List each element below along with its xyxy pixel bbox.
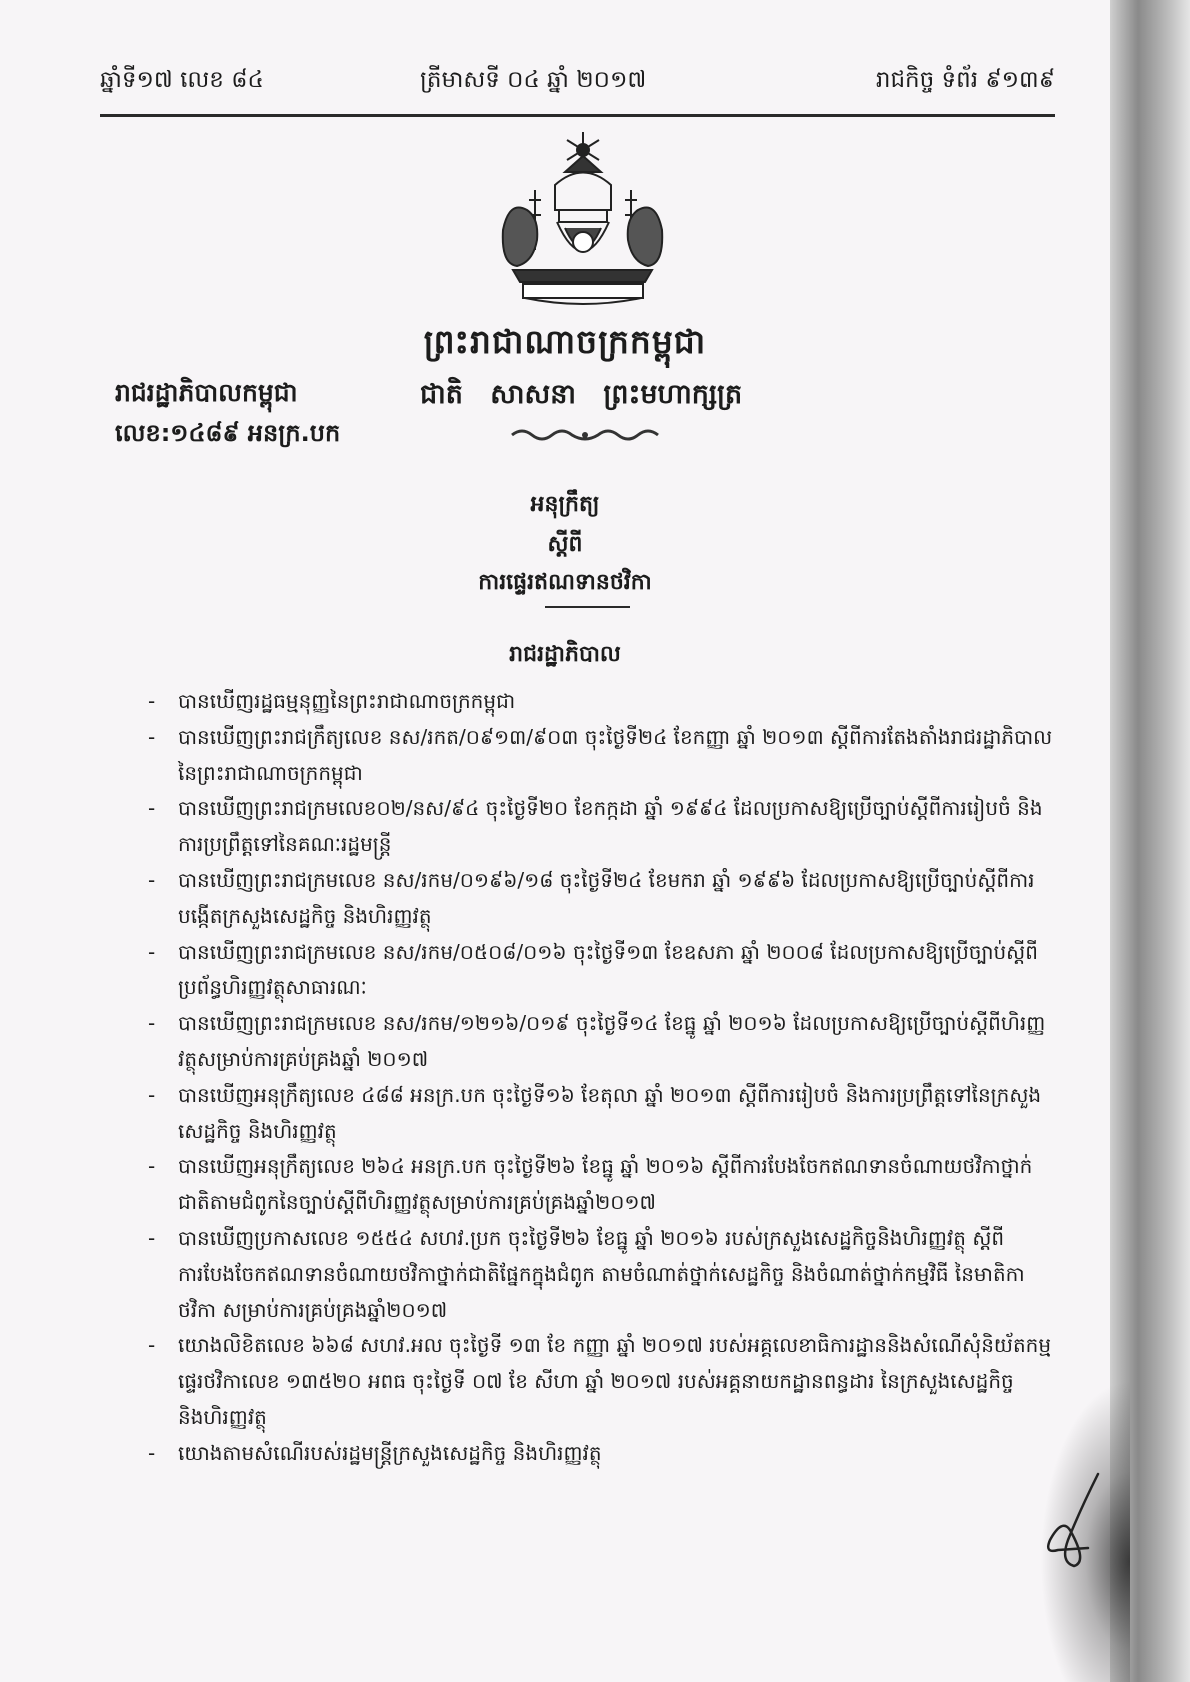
list-item (148, 1328, 1053, 1435)
header-rule (100, 114, 1055, 117)
list-dash: - (148, 867, 156, 892)
list-item (148, 1149, 1053, 1221)
visa-text: បានឃើញព្រះរាជក្រមលេខ នស/រកម/១២១៦/០១៩ ចុះថ្ងៃទី១៤ ខែធ្នូ ឆ្នាំ ២០១៦ ដែលប្រកាសឱ្យប្រើច្បាប់ស្ដីពីហិរញ្ញវត្ថុសម្រាប់ការគ្រប់គ្រងឆ្នាំ ២០១៧ (178, 1011, 1046, 1071)
list-dash: - (148, 1333, 156, 1358)
list-item (148, 791, 1053, 863)
visa-text: យោងតាមសំណើរបស់រដ្ឋមន្ត្រីក្រសួងសេដ្ឋកិច្ច និងហិរញ្ញវត្ថុ (178, 1440, 602, 1465)
list-item (148, 1436, 1053, 1472)
list-dash: - (148, 689, 156, 713)
list-item (148, 1006, 1053, 1078)
kingdom-title: ព្រះរាជាណាចក្រកម្ពុជា (423, 322, 707, 361)
list-dash: - (148, 1225, 156, 1250)
document-type: អនុក្រឹត្យ (530, 492, 600, 517)
visa-text: បានឃើញអនុក្រឹត្យលេខ ៤៨៨ អនក្រ.បក ចុះថ្ងៃទី១៦ ខែតុលា ឆ្នាំ ២០១៣ ស្ដីពីការរៀបចំ និងការប្រព្រឹត្តទៅនៃក្រសួងសេដ្ឋកិច្ច និងហិរញ្ញវត្ថុ (178, 1082, 1042, 1143)
visa-text: បានឃើញអនុក្រឹត្យលេខ ២៦៤ អនក្រ.បក ចុះថ្ងៃទី២៦ ខែធ្នូ ឆ្នាំ ២០១៦ ស្ដីពីការបែងចែកឥណទានចំណាយថវិកាថ្នាក់ជាតិតាមជំពូកនៃច្បាប់ស្ដីពីហិរញ្ញវត្ថុសម្រាប់ការគ្រប់គ្រងឆ្នាំ២០១៧ (178, 1154, 1033, 1215)
reference-number: លេខ:១៤៨៩ អនក្រ.បក (115, 419, 341, 447)
visa-list (148, 684, 1053, 1472)
handwritten-initial (1040, 1470, 1110, 1580)
authority-heading: រាជរដ្ឋាភិបាល (509, 642, 621, 667)
visa-text: យោងលិខិតលេខ ៦៦៨ សហវ.អល ចុះថ្ងៃទី ១៣ ខែ កញ្ញា ឆ្នាំ ២០១៧ របស់អគ្គលេខាធិការដ្ឋាននិងសំណើសុំនិយ័តកម្មផ្ទេរថវិកាលេខ ១៣៥២០ អពធ ចុះថ្ងៃទី ០៧ ខែ សីហា ឆ្នាំ ២០១៧ របស់អគ្គនាយកដ្ឋានពន្ធដារ នៃក្រសួងសេដ្ឋកិច្ច និងហិរញ្ញវត្ថុ (178, 1333, 1052, 1429)
list-item (148, 863, 1053, 935)
visa-text: បានឃើញព្រះរាជក្រមលេខ នស/រកម/០១៩៦/១៨ ចុះថ្ងៃទី២៤ ខែមករា ឆ្នាំ ១៩៩៦ ដែលប្រកាសឱ្យប្រើច្បាប់ស្ដីពីការបង្កើតក្រសួងសេដ្ឋកិច្ច និងហិរញ្ញវត្ថុ (178, 867, 1035, 928)
document-subject: ការផ្ទេរឥណទានថវិកា (478, 570, 652, 595)
list-dash: - (148, 939, 156, 964)
list-item (148, 684, 1053, 720)
visa-text: បានឃើញព្រះរាជក្រឹត្យលេខ នស/រកត/០៩១៣/៩០៣ ចុះថ្ងៃទី២៤ ខែកញ្ញា ឆ្នាំ ២០១៣ ស្ដីពីការតែងតាំងរាជរដ្ឋាភិបាល នៃព្រះរាជាណាចក្រកម្ពុជា (178, 724, 1053, 785)
list-item (148, 720, 1053, 792)
list-dash: - (148, 1154, 156, 1179)
list-item (148, 935, 1053, 1007)
royal-coat-of-arms-icon (495, 130, 670, 310)
list-item (148, 1078, 1053, 1150)
visa-text: បានឃើញប្រកាសលេខ ១៥៥៤ សហវ.ប្រក ចុះថ្ងៃទី២៦ ខែធ្នូ ឆ្នាំ ២០១៦ របស់ក្រសួងសេដ្ឋកិច្ចនិងហិរញ្ញវត្ថុ ស្ដីពីការបែងចែកឥណទានចំណាយថវិកាថ្នាក់ជាតិផ្នែកក្នុងជំពូក តាមចំណាត់ថ្នាក់សេដ្ឋកិច្ច និងចំណាត់ថ្នាក់កម្មវិធី នៃមាតិកាថវិកា សម្រាប់ការគ្រប់គ្រងឆ្នាំ២០១៧ (178, 1225, 1025, 1322)
issuer-name: រាជរដ្ឋាភិបាលកម្ពុជា (115, 378, 298, 407)
title-underline (545, 606, 630, 608)
list-item (148, 1221, 1053, 1328)
gazette-issue: ឆ្នាំទី១៧ លេខ ៨៤ (100, 67, 264, 93)
list-dash: - (148, 724, 156, 749)
national-motto: ជាតិ សាសនា ព្រះមហាក្សត្រ (420, 379, 743, 410)
decorative-ornament-icon (510, 425, 660, 445)
list-dash: - (148, 1440, 156, 1465)
list-dash: - (148, 1082, 156, 1107)
running-header (100, 66, 1055, 110)
document-about: ស្ដីពី (547, 532, 583, 557)
visa-text: បានឃើញព្រះរាជក្រមលេខ០២/នស/៩៤ ចុះថ្ងៃទី២០ ខែកក្កដា ឆ្នាំ ១៩៩៤ ដែលប្រកាសឱ្យប្រើច្បាប់ស្ដីពីការរៀបចំ និងការប្រព្រឹត្តទៅនៃគណៈរដ្ឋមន្ត្រី (178, 796, 1043, 857)
gazette-quarter: ត្រីមាសទី ០៤ ឆ្នាំ ២០១៧ (420, 67, 647, 93)
visa-text: បានឃើញរដ្ឋធម្មនុញ្ញនៃព្រះរាជាណាចក្រកម្ពុជា (178, 689, 516, 713)
list-dash: - (148, 1011, 156, 1036)
gazette-page: រាជកិច្ច ទំព័រ ៩១៣៩ (875, 67, 1055, 93)
visa-text: បានឃើញព្រះរាជក្រមលេខ នស/រកម/០៥០៨/០១៦ ចុះថ្ងៃទី១៣ ខែឧសភា ឆ្នាំ ២០០៨ ដែលប្រកាសឱ្យប្រើច្បាប់ស្ដីពីប្រព័ន្ធហិរញ្ញវត្ថុសាធារណៈ (178, 939, 1038, 1000)
list-dash: - (148, 796, 156, 821)
